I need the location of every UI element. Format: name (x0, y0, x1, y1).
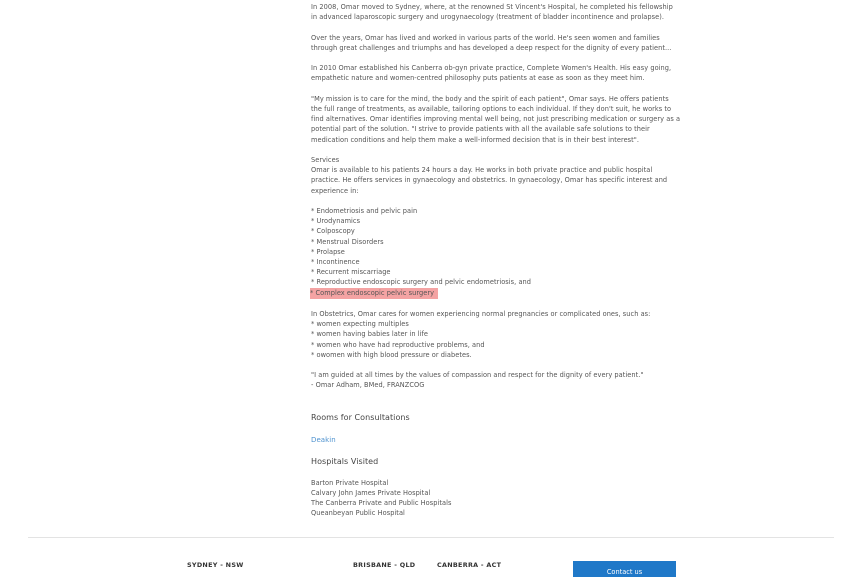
footer-city-sydney: SYDNEY - NSW (187, 561, 244, 569)
hospitals-list (311, 478, 681, 519)
footer-city-canberra: CANBERRA - ACT (437, 561, 502, 569)
article-paragraph: Over the years, Omar has lived and worked in various parts of the world. He's seen women and families through great challenges and triumphs and has developed a deep respect for the dignity of every patient... (311, 33, 672, 52)
list-item: * women having babies later in life (311, 330, 429, 339)
list-item: * Urodynamics (311, 217, 361, 226)
list-item: * women expecting multiples (311, 320, 409, 329)
hospitals-heading: Hospitals Visited (311, 456, 379, 466)
list-item: * Endometriosis and pelvic pain (311, 206, 418, 215)
list-item-highlighted (311, 288, 681, 299)
list-item: * Menstrual Disorders (311, 237, 384, 246)
list-item: * Reproductive endoscopic surgery and pelvic endometriosis, and (311, 278, 532, 287)
obstetrics-intro: In Obstetrics, Omar cares for women experiencing normal pregnancies or complicated ones, such as: (311, 310, 651, 318)
list-item: * owomen with high blood pressure or diabetes. (311, 350, 472, 359)
list-item: * Prolapse (311, 247, 345, 256)
rooms-heading: Rooms for Consultations (311, 412, 410, 422)
list-item: * Incontinence (311, 258, 360, 266)
hospital-item: Queanbeyan Public Hospital (311, 509, 405, 518)
article-paragraph: In 2008, Omar moved to Sydney, where, at the renowned St Vincent's Hospital, he completed his fellowship in advanced laparoscopic surgery and urogynaecology (treatment of bladder incontinence and prolapse). (311, 3, 673, 22)
hospital-item: Calvary John James Private Hospital (311, 489, 431, 498)
hospital-item: The Canberra Private and Public Hospitals (311, 499, 452, 508)
footer-divider (28, 537, 834, 538)
hospital-item: Barton Private Hospital (311, 478, 389, 487)
signature: - Omar Adham, BMed, FRANZCOG (311, 381, 425, 390)
footer-city-brisbane: BRISBANE - QLD (353, 561, 416, 569)
article-paragraph: In 2010 Omar established his Canberra ob-gyn private practice, Complete Women's Health. His easy going, empathetic nature and women-centred philosophy puts patients at ease as soon as they meet him. (311, 64, 672, 83)
contact-us-button[interactable]: Contact us (573, 561, 676, 577)
text-highlight: * Complex endoscopic pelvic surgery (310, 288, 438, 299)
article-paragraph: "My mission is to care for the mind, the body and the spirit of each patient", Omar says. He offers patients the full range of treatments, as available, tailoring options to each individual. If they don't suit, he works to find alternatives. Omar identifies improving mental well being, not just prescribing medication or surgery as a potential part of the solution. "I strive to provide patients with all the available safe solutions to their medication conditions and help them make a well-informed decision that is in their best interest". (311, 94, 681, 144)
gynaecology-list (311, 206, 681, 299)
obstetrics-list (311, 319, 681, 360)
services-heading: Services (311, 155, 340, 164)
article-body (311, 2, 681, 519)
services-intro: Omar is available to his patients 24 hours a day. He works in both private practice and public hospital practice. He offers services in gynaecology and obstetrics. In gynaecology, Omar has specific interest and experience in: (311, 166, 668, 195)
list-item: * Recurrent miscarriage (311, 268, 391, 277)
list-item: * Colposcopy (311, 227, 355, 236)
list-item: * women who have had reproductive problems, and (311, 340, 485, 349)
quote: "I am guided at all times by the values of compassion and respect for the dignity of every patient." (311, 371, 644, 380)
location-link-deakin[interactable]: Deakin (311, 435, 336, 444)
